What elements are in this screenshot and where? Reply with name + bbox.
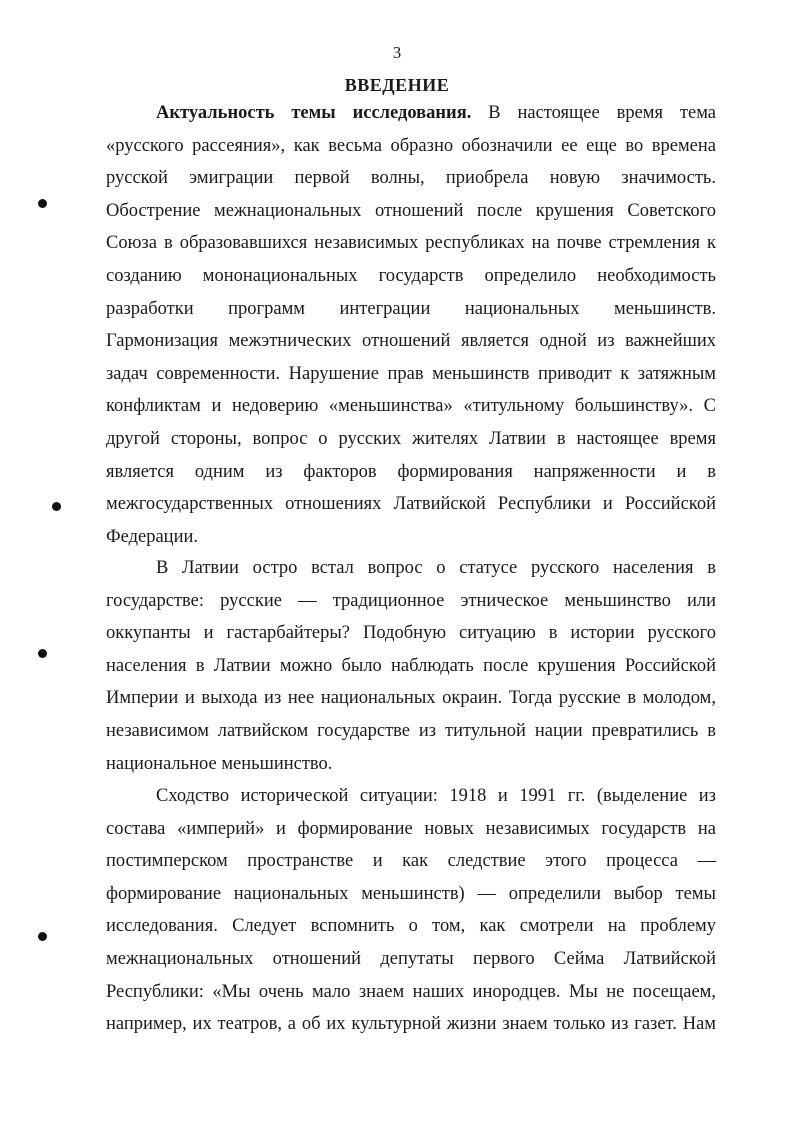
text-line: Республики: «Мы очень мало знаем наших инородцев. Мы не посещаем, <box>106 981 716 1002</box>
text-line: «русского рассеяния», как весьма образно обозначили ее еще во времена <box>106 135 716 156</box>
text-line: исследования. Следует вспомнить о том, как смотрели на проблему <box>106 916 716 937</box>
text-line: независимом латвийском государстве из титульной нации превратились в <box>106 721 716 741</box>
text-line: оккупанты и гастарбайтеры? Подобную ситуацию в истории русского <box>106 623 716 644</box>
text-line: например, их театров, а об их культурной жизни знаем только из газет. Нам <box>106 1014 716 1035</box>
text-line: Обострение межнациональных отношений после крушения Советского <box>106 200 716 221</box>
text-line: русской эмиграции первой волны, приобрела новую значимость. <box>106 168 716 189</box>
text-line: государстве: русские — традиционное этническое меньшинство или <box>106 590 716 611</box>
text-line: межгосударственных отношениях Латвийской Республики и Российской <box>106 494 716 515</box>
text-line: Федерации. <box>106 526 198 547</box>
text-line: является одним из факторов формирования напряженности и в <box>106 461 716 482</box>
text-line: национальное меньшинство. <box>106 753 333 774</box>
text-line: созданию мононациональных государств определило необходимость <box>106 266 716 286</box>
scan-mark <box>38 199 47 208</box>
text-line: населения в Латвии можно было наблюдать после крушения Российской <box>106 655 716 676</box>
section-label: Актуальность темы исследования. <box>156 103 472 123</box>
page-number: 3 <box>392 43 402 62</box>
document-body <box>106 97 716 1057</box>
text-line: Гармонизация межэтнических отношений является одной из важнейших <box>106 331 716 352</box>
text-line: другой стороны, вопрос о русских жителях Латвии в настоящее время <box>106 429 716 449</box>
text-line: Союза в образовавшихся независимых республиках на почве стремления к <box>106 233 716 254</box>
text-line: разработки программ интеграции национальных меньшинств. <box>106 298 716 319</box>
text-line: межнациональных отношений депутаты первого Сейма Латвийской <box>106 949 716 969</box>
text-line: формирование национальных меньшинств) — определили выбор темы <box>106 883 716 904</box>
text-line: постимперском пространстве и как следствие этого процесса — <box>106 851 716 872</box>
scan-mark <box>38 932 47 941</box>
text-line: задач современности. Нарушение прав меньшинств приводит к затяжным <box>106 363 716 384</box>
scan-mark <box>52 502 61 511</box>
text-line: Сходство исторической ситуации: 1918 и 1991 гг. (выделение из <box>156 786 716 806</box>
text-line: Империи и выхода из нее национальных окраин. Тогда русские в молодом, <box>106 688 716 709</box>
text-line <box>156 97 716 130</box>
scan-mark <box>38 649 47 658</box>
page-title: ВВЕДЕНИЕ <box>344 75 450 95</box>
text-line: В Латвии остро встал вопрос о статусе русского населения в <box>156 558 716 578</box>
text-line: конфликтам и недоверию «меньшинства» «титульному большинству». С <box>106 396 716 417</box>
text-run: В настоящее время тема <box>471 103 717 123</box>
text-line: состава «империй» и формирование новых независимых государств на <box>106 818 716 839</box>
